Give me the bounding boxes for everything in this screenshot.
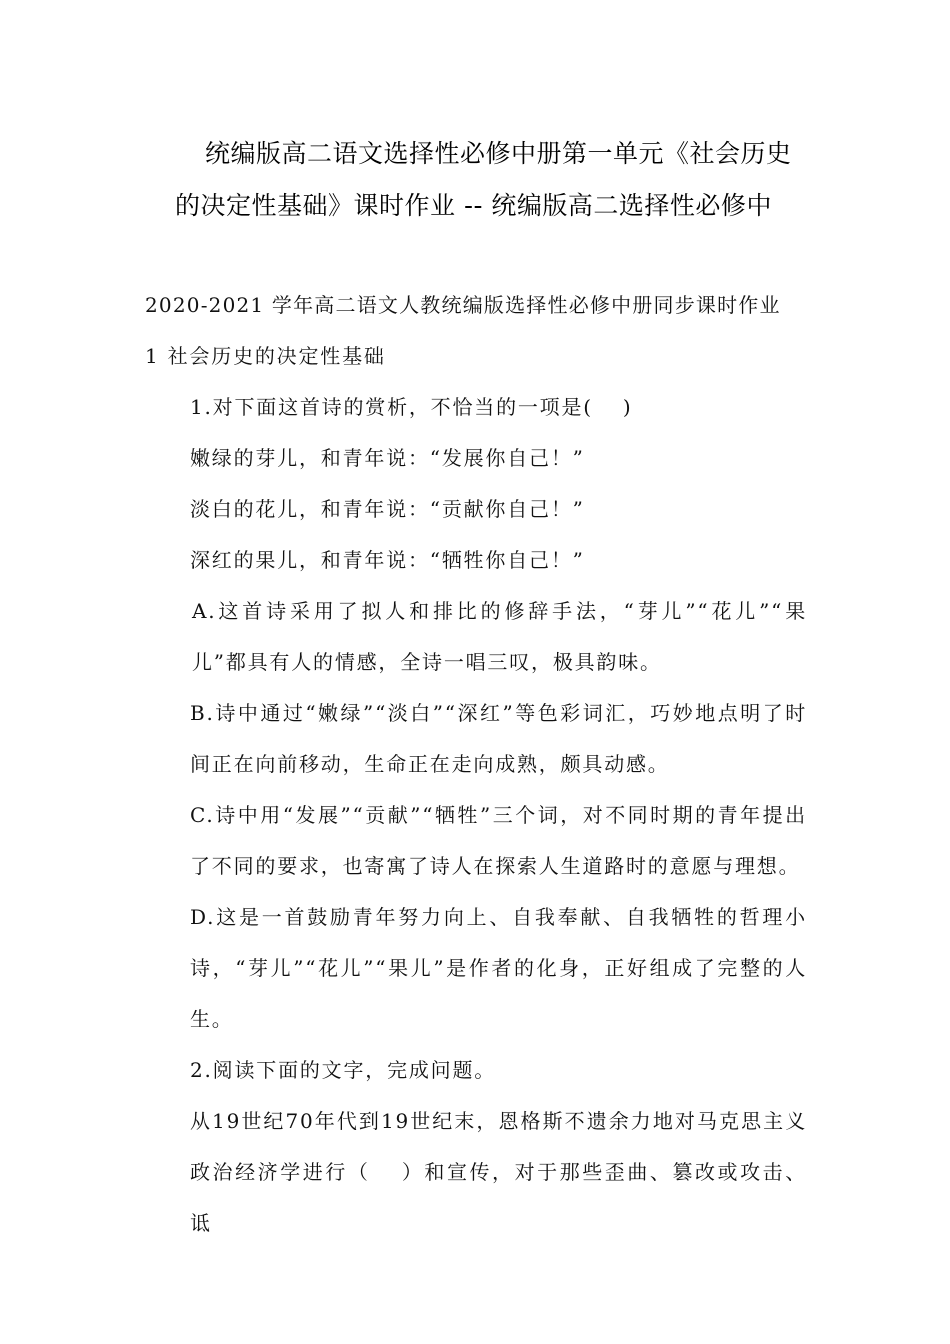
question-2-stem: 2.阅读下面的文字，完成问题。 [190,1058,497,1082]
title-line-2: 的决定性基础》课时作业 -- 统编版高二选择性必修中 [175,191,772,220]
option-c: C.诗中用“发展”“贡献”“牺牲”三个词，对不同时期的青年提出了不同的要求，也寄寓了诗人在探索人生道路时的意愿与理想。 [190,803,807,878]
document-title [150,128,810,232]
option-a: A.这首诗采用了拟人和排比的修辞手法，“芽儿”“花儿”“果儿”都具有人的情感，全诗一唱三叹，极具韵味。 [192,599,807,674]
poem-line-3: 深红的果儿，和青年说：“牺牲你自己！” [190,548,585,572]
option-d: D.这是一首鼓励青年努力向上、自我奉献、自我牺牲的哲理小诗，“芽儿”“花儿”“果儿”是作者的化身，正好组成了完整的人生。 [190,905,807,1031]
document-body [145,280,807,1249]
title-line-1: 统编版高二语文选择性必修中册第一单元《社会历史 [205,139,792,168]
subtitle-line-1: 2020-2021 学年高二语文人教统编版选择性必修中册同步课时作业 [145,293,781,317]
poem-line-2: 淡白的花儿，和青年说：“贡献你自己！” [190,497,585,521]
question-2-passage: 从19世纪70年代到19世纪末，恩格斯不遗余力地对马克思主义政治经济学进行（ ）和宣传，对于那些歪曲、篡改或攻击、诋 [190,1109,807,1235]
poem-line-1: 嫩绿的芽儿，和青年说：“发展你自己！” [190,446,585,470]
question-1-stem: 1.对下面这首诗的赏析，不恰当的一项是( ) [190,395,633,419]
option-b: B.诗中通过“嫩绿”“淡白”“深红”等色彩词汇，巧妙地点明了时间正在向前移动，生命正在走向成熟，颇具动感。 [190,701,807,776]
subtitle-line-2: 1 社会历史的决定性基础 [145,344,386,368]
